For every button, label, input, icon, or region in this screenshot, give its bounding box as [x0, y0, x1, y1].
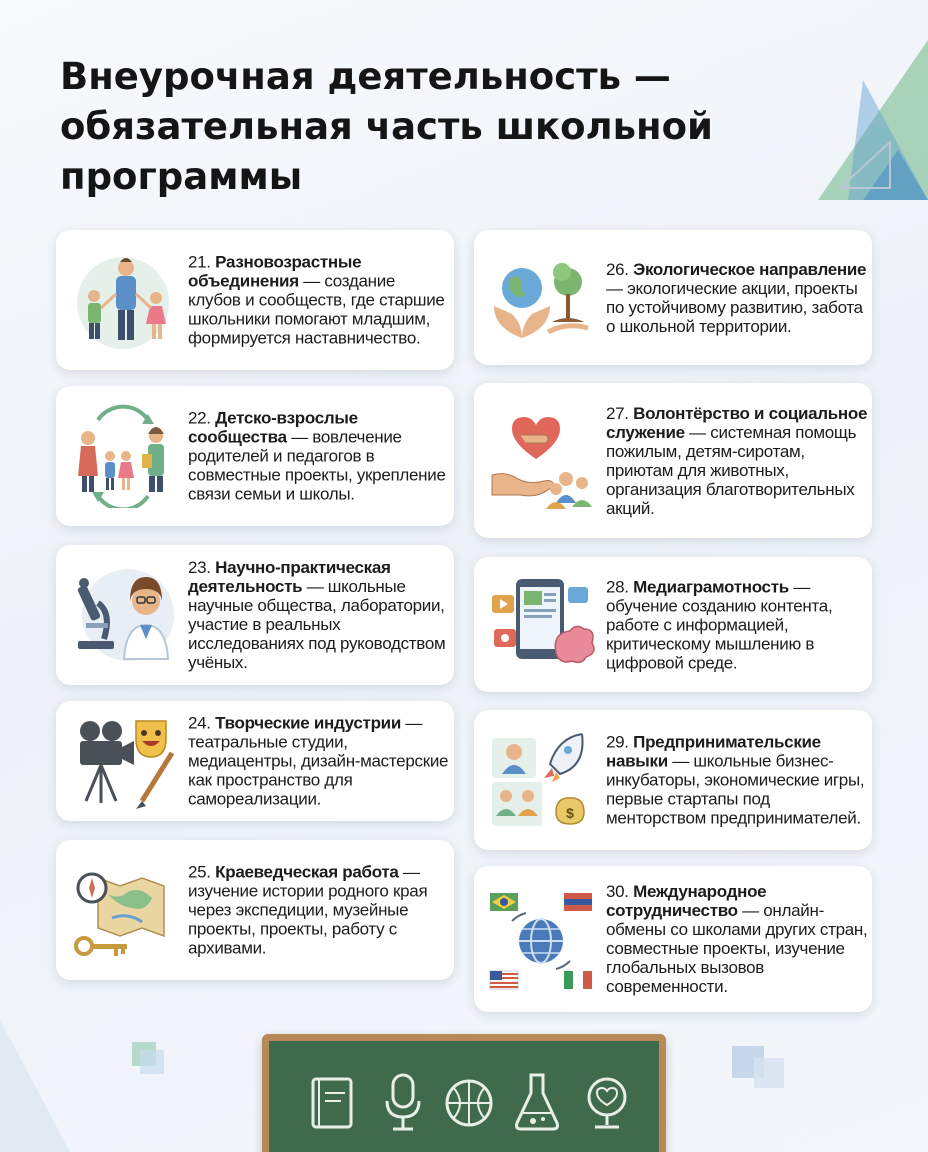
card-29 — [474, 710, 872, 850]
card-21 — [56, 230, 454, 370]
page-title — [60, 52, 820, 202]
card-30-description: — онлайн-обмены со школами других стран, совместные проекты, изучение глобальных вызовов современности. — [606, 901, 868, 996]
title-line-2: обязательная часть школьной — [60, 105, 713, 148]
card-22-number: 22. — [188, 408, 216, 428]
card-22 — [56, 386, 454, 526]
card-26 — [474, 230, 872, 365]
camera-mask-brush-icon — [68, 709, 178, 813]
card-22-description: — вовлечение родителей и педагогов в совместные проекты, укрепление связи семьи и школы. — [188, 427, 446, 504]
card-23-description: — школьные научные общества, лаборатории, участие в реальных исследованиях под руководством учёных. — [188, 577, 446, 672]
svg-text:$: $ — [566, 805, 574, 821]
card-27 — [474, 383, 872, 538]
card-24-text — [188, 714, 450, 809]
card-21-text — [188, 253, 450, 348]
card-28 — [474, 557, 872, 692]
microphone-icon — [375, 1071, 431, 1133]
globe-heart-icon — [579, 1071, 635, 1133]
card-30-heading: Международное сотрудничество — [606, 882, 767, 920]
earth-tree-hands-icon — [486, 246, 596, 350]
card-27-text — [606, 404, 868, 518]
card-28-number: 28. — [606, 577, 634, 596]
card-28-heading: Медиаграмотность — [633, 577, 789, 596]
tablet-brain-icon — [486, 573, 596, 677]
card-26-heading: Экологическое направление — [633, 259, 867, 279]
decor-triangle-bottom-left-icon — [0, 1000, 80, 1152]
card-24 — [56, 701, 454, 821]
card-30-number: 30. — [606, 882, 634, 901]
card-27-description: — системная помощь пожилым, детям-сиротам, приютам для животных, организация благотворительных акций. — [606, 422, 857, 518]
card-22-heading: Детско-взрослые сообщества — [188, 408, 358, 447]
flask-icon — [509, 1071, 565, 1133]
card-29-heading: Предпринимательские навыки — [606, 732, 821, 771]
card-23-heading: Научно-практическая деятельность — [188, 558, 391, 596]
card-22-text — [188, 409, 450, 504]
card-28-description: — обучение созданию контента, работе с информацией, критическому мышлению в цифровой среде. — [606, 577, 833, 672]
basketball-icon — [441, 1071, 497, 1133]
globe-flags-icon — [486, 887, 596, 991]
parents-teachers-icon — [68, 404, 178, 508]
card-28-text — [606, 577, 868, 672]
decor-squares-bottom-left-icon — [130, 1040, 170, 1080]
card-29-description: — школьные бизнес-инкубаторы, экономические игры, первые стартапы под менторством предпринимателей. — [606, 751, 865, 828]
card-26-number: 26. — [606, 259, 634, 279]
card-21-number: 21. — [188, 252, 216, 272]
decor-squares-bottom-right-icon — [730, 1044, 790, 1094]
card-23-text — [188, 558, 450, 672]
card-29-number: 29. — [606, 732, 634, 752]
card-25-text — [188, 863, 450, 958]
title-line-3: программы — [60, 155, 303, 198]
chalkboard — [262, 1034, 666, 1152]
card-24-number: 24. — [188, 713, 216, 733]
card-26-description: — экологические акции, проекты по устойчивому развитию, забота о школьной территории. — [606, 278, 863, 336]
card-27-number: 27. — [606, 403, 634, 423]
card-23-number: 23. — [188, 558, 216, 577]
card-30-text — [606, 882, 868, 996]
decor-triangle-outline-icon — [835, 140, 895, 190]
card-25 — [56, 840, 454, 980]
card-21-description: — создание клубов и сообществ, где старшие школьники помогают младшим, формируется наставничество. — [188, 271, 445, 348]
card-21-heading: Разновозрастные объединения — [188, 252, 362, 291]
card-23 — [56, 545, 454, 685]
card-26-text — [606, 260, 868, 336]
card-27-heading: Волонтёрство и социальное служение — [606, 403, 868, 442]
heart-hand-people-icon — [486, 409, 596, 513]
card-25-description: — изучение истории родного края через экспедиции, музейные проекты, проекты, работу с архивами. — [188, 862, 428, 958]
title-line-1: Внеурочная деятельность — — [60, 55, 671, 98]
microscope-scientist-icon — [68, 563, 178, 667]
card-30 — [474, 866, 872, 1012]
map-compass-key-icon — [68, 858, 178, 962]
card-25-number: 25. — [188, 862, 216, 882]
card-24-heading: Творческие индустрии — [215, 713, 401, 733]
card-24-description: — театральные студии, медиацентры, дизайн-мастерские как пространство для самореализации. — [188, 713, 449, 809]
business-rocket-icon — [486, 728, 596, 832]
book-icon — [305, 1071, 361, 1133]
family-icon — [68, 248, 178, 352]
card-29-text — [606, 733, 868, 828]
card-25-heading: Краеведческая работа — [215, 862, 399, 882]
